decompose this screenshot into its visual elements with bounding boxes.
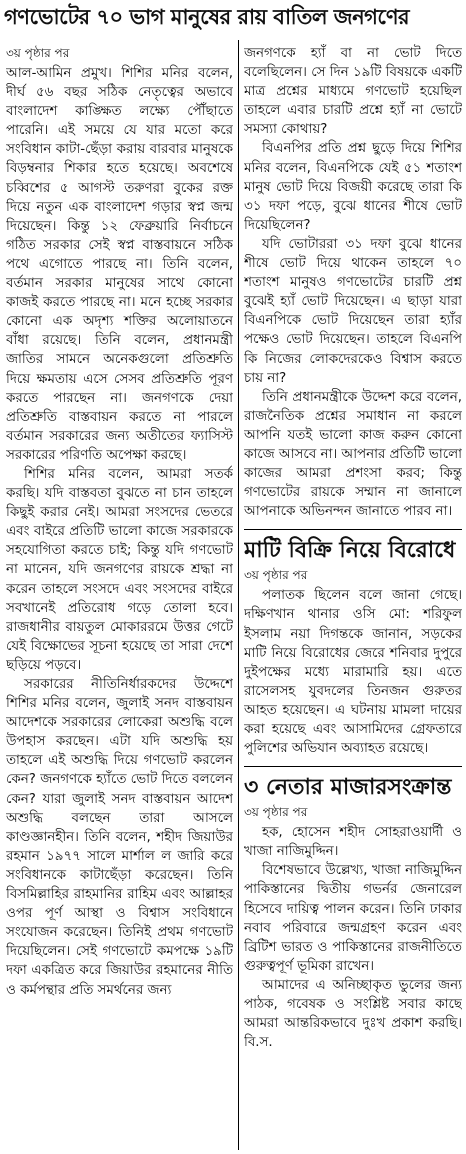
story2-paragraph: পলাতক ছিলেন বলে জানা গেছে। দক্ষিণখান থানার ওসি মো: শরিফুল ইসলাম নয়া দিগন্তকে জানান, সড়কের মাটি নিয়ে বিরোধের জেরে শনিবার দুপুরে দুইপক্ষের মধ্যে মারামারি হয়। এতে রাসেলসহ যুবদলের তিনজন গুরুতর আহত হয়েছেন। এ ঘটনায় মামলা দায়ের করা হয়েছে এবং আসামিদের গ্রেফতারে পুলিশের অভিযান অব্যাহত রয়েছে। bbox=[244, 588, 462, 757]
article-paragraph: আল-আমিন প্রমুখ। শিশির মনির বলেন, দীর্ঘ ৫৬ বছর সঠিক নেতৃত্বের অভাবে বাংলাদেশ কাঙ্ক্ষিত লক্ষ্যে পৌঁছাতে পারেনি। এই সময়ে যে যার মতো করে সংবিধান কাটা-ছেঁড়া করায় বারবার মানুষকে বিড়ম্বনার শিকার হতে হয়েছে। অবশেষে চব্বিশের ৫ আগস্ট তরুণরা বুকের রক্ত দিয়ে নতুন এক বাংলাদেশ গড়ার স্বপ্ন জন্ম দিয়েছেন। কিন্তু ১২ ফেব্রুয়ারি নির্বাচনে গঠিত সরকার সেই স্বপ্ন বাস্তবায়নে সঠিক পথে এগোতে পারছে না। তিনি বলেন, বর্তমান সরকার মানুষের সাথে কোনো কাজই করতে পারছে না। মনে হচ্ছে সরকার কোনো এক অদৃশ্য শক্তির অলোয়াতনে বাঁধা রয়েছে। তিনি বলেন, প্রধানমন্ত্রী জাতির সামনে অনেকগুলো প্রতিশ্রুতি দিয়ে ক্ষমতায় এসে সেসব প্রতিশ্রুতি পূরণ করতে পারছেন না। জনগণকে দেয়া প্রতিশ্রুতি বাস্তবায়ন করতে না পারলে বর্তমান সরকারের জন্য অতীতের ফ্যাসিস্ট সরকারের পরিণতি অপেক্ষা করছে। bbox=[6, 66, 233, 463]
column-divider bbox=[238, 40, 239, 1150]
story3-lead: হক, হোসেন শহীদ সোহরাওয়ার্দী ও খাজা নাজিমুদ্দিন। bbox=[244, 825, 462, 860]
article-paragraph: যদি ভোটাররা ৩১ দফা বুঝে ধানের শীষে ভোট দিয়ে থাকেন তাহলে ৭০ শতাংশ মানুষও গণভোটের চারটি প্রশ্ন বুঝেই হ্যাঁ ভোট দিয়েছেন। এ ছাড়া যারা বিএনপিকে ভোট দিয়েছেন তারা হ্যাঁর পক্ষেও ভোট দিয়েছেন। তাহলে বিএনপি কি নিজের লোকদেরকেও বিশ্বাস করতে চায় না? bbox=[244, 236, 462, 386]
article-paragraph: বিএনপির প্রতি প্রশ্ন ছুড়ে দিয়ে শিশির মনির বলেন, বিএনপিকে যেই ৫১ শতাংশ মানুষ ভোট দিয়ে বিজয়ী করেছে তারা কি ৩১ দফা পড়ে, বুঝে ধানের শীষে ভোট দিয়েছিলেন? bbox=[244, 141, 462, 233]
story-divider bbox=[244, 529, 462, 530]
right-column bbox=[244, 44, 462, 1150]
article-paragraph: সরকারের নীতিনির্ধারকদের উদ্দেশে শিশির মনির বলেন, জুলাই সনদ বাস্তবায়ন আদেশকে সরকারের লোকেরা অশুদ্ধি বলে উপহাস করছেন। এটা যদি অশুদ্ধি হয় তাহলে এই অশুদ্ধি দিয়ে গণভোট করলেন কেন? জনগণকে হ্যাঁতে ভোট দিতে বললেন কেন? যারা জুলাই সনদ বাস্তবায়ন আদেশ অশুদ্ধি বলছেন তারা আসলে কাণ্ডজ্ঞানহীন। তিনি বলেন, শহীদ জিয়াউর রহমান ১৯৭৭ সালে মার্শাল ল জারি করে সংবিধানকে কাটাছেঁড়া করেছেন। তিনি বিসমিল্লাহির রাহমানির রাহিম এবং আল্লাহর ওপর পূর্ণ আস্থা ও বিশ্বাস সংবিধানে সংযোজন করেছেন। তিনিই প্রথম গণভোট দিয়েছিলেন। সেই গণভোটে কমপক্ষে ১৯টি দফা একত্রিত করে জিয়াউর রহমানের নীতি ও কর্মপন্থার প্রতি সমর্থনের জন্য bbox=[6, 677, 233, 998]
story3-continued-label: ৩য় পৃষ্ঠার পর bbox=[244, 805, 308, 820]
story2-headline: মাটি বিক্রি নিয়ে বিরোধে bbox=[244, 538, 456, 564]
left-column bbox=[6, 44, 233, 1150]
article-paragraph: শিশির মনির বলেন, আমরা সতর্ক করছি। যদি বাস্তবতা বুঝতে না চান তাহলে কিছুই করার নেই। আমরা সংসদের ভেতরে এবং বাইরে প্রতিটি ভালো কাজে সরকারকে সহযোগিতা করতে চাই; কিন্তু যদি গণভোট না মানেন, যদি জনগণের রায়কে শ্রদ্ধা না করেন তাহলে সংসদে এবং সংসদের বাইরে সবখানেই প্রতিরোধ গড়ে তোলা হবে। রাজধানীর বায়তুল মোকাররমে উত্তর গেটে যেই বিক্ষোভের সূচনা হয়েছে তা সারা দেশে ছড়িয়ে পড়বে। bbox=[6, 466, 233, 673]
story3-paragraph: আমাদের এ অনিচ্ছাকৃত ভুলের জন্য পাঠক, গবেষক ও সংশ্লিষ্ট সবার কাছে আমরা আন্তরিকভাবে দুঃখ প্রকাশ করছি। বি.স. bbox=[244, 977, 462, 1051]
story2-continued-label: ৩য় পৃষ্ঠার পর bbox=[244, 568, 308, 583]
article-paragraph: তিনি প্রধানমন্ত্রীকে উদ্দেশ করে বলেন, রাজনৈতিক প্রশ্নের সমাধান না করলে আপনি যতই ভালো কাজ করুন কোনো কাজে আসবে না। আপনার প্রতিটি ভালো কাজের আমরা প্রশংসা করব; কিন্তু গণভোটের রায়কে সম্মান না জানালে আপনাকে অভিনন্দন জানাতে পারব না। bbox=[244, 389, 462, 520]
story3-paragraph: বিশেষভাবে উল্লেখ্য, খাজা নাজিমুদ্দিন পাকিস্তানের দ্বিতীয় গভর্নর জেনারেল হিসেবে দায়িত্ব পালন করেন। তিনি ঢাকার নবাব পরিবারে জন্মগ্রহণ করেন এবং ব্রিটিশ ভারত ও পাকিস্তানের রাজনীতিতে গুরুত্বপূর্ণ ভূমিকা রাখেন। bbox=[244, 863, 462, 974]
main-headline: গণভোটের ৭০ ভাগ মানুষের রায় বাতিল জনগণের bbox=[4, 5, 410, 29]
article-paragraph: জনগণকে হ্যাঁ বা না ভোট দিতে বলেছিলেন। সে দিন ১৯টি বিষয়কে একটি মাত্র প্রশ্নের মাধ্যমে গণভোট হয়েছিল তাহলে এবার চারটি প্রশ্নে হ্যাঁ না ভোটে সমস্যা কোথায়? bbox=[244, 46, 462, 138]
story-divider bbox=[244, 766, 462, 767]
story3-headline: ৩ নেতার মাজারসংক্রান্ত bbox=[244, 775, 452, 801]
continued-from-label: ৩য় পৃষ্ঠার পর bbox=[6, 46, 70, 60]
